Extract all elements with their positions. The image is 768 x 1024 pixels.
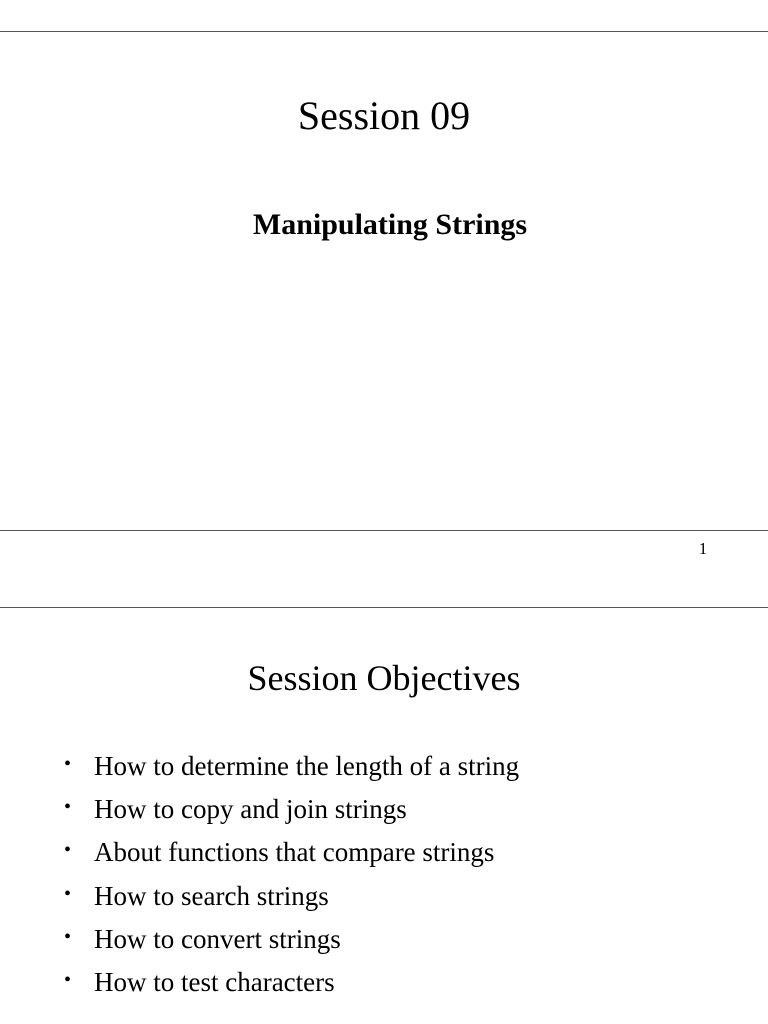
objective-text: How to copy and join strings [94, 794, 407, 825]
list-item [60, 834, 740, 877]
list-item [60, 748, 740, 791]
slide-subtitle: Manipulating Strings [252, 208, 528, 241]
objective-text: How to search strings [94, 880, 329, 911]
bullet-icon: • [64, 796, 72, 819]
slide-title: Session 09 [297, 93, 471, 138]
list-item [60, 964, 740, 1007]
objectives-list [60, 748, 740, 1007]
bullet-icon: • [64, 968, 72, 991]
page-number: 1 [698, 539, 708, 558]
slide-bottom-border [0, 530, 768, 531]
bullet-icon: • [64, 839, 72, 862]
objective-text: How to determine the length of a string [94, 751, 520, 781]
list-item [60, 791, 740, 834]
objective-text: How to test characters [94, 966, 335, 997]
bullet-icon: • [64, 753, 72, 775]
list-item [60, 921, 740, 964]
slide2-title: Session Objectives [247, 658, 521, 698]
slide2-top-border [0, 607, 768, 608]
slide-top-border [0, 31, 768, 32]
objective-text: About functions that compare strings [94, 837, 495, 868]
bullet-icon: • [64, 925, 72, 948]
bullet-icon: • [64, 882, 72, 905]
list-item [60, 878, 740, 921]
objective-text: How to convert strings [94, 923, 341, 954]
